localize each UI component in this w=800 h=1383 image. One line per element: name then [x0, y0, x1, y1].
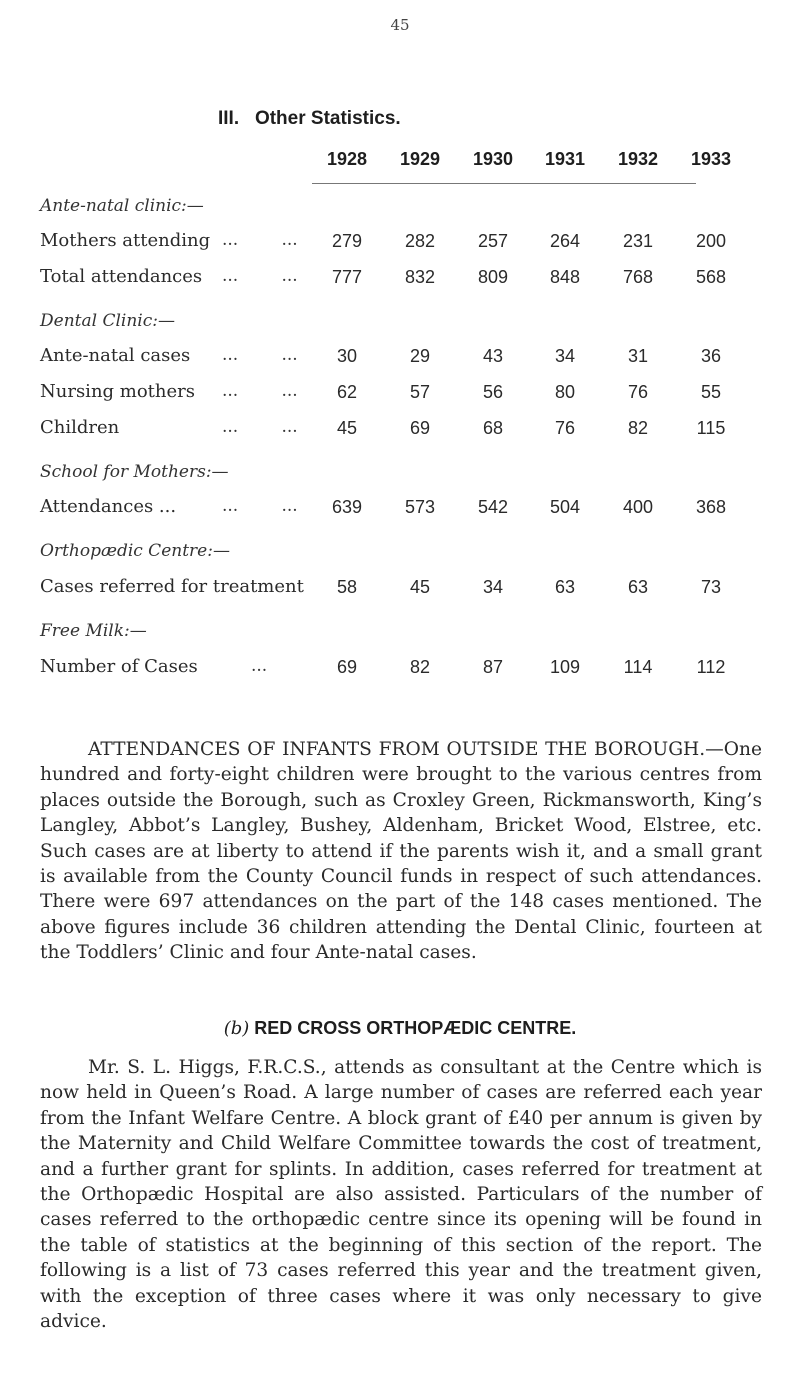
table-cell: 768 [622, 267, 654, 287]
year-header: 1929 [399, 149, 441, 169]
table-cell: 57 [409, 382, 431, 402]
table-cell: 73 [700, 577, 722, 597]
page-number: 45 [390, 16, 410, 34]
table-cell: 30 [336, 346, 358, 366]
table-cell: 200 [695, 231, 727, 251]
row-label: Children [40, 417, 120, 438]
table-cell: 109 [549, 657, 581, 677]
row-label: Nursing mothers [40, 381, 196, 402]
section-title: Orthopædic Centre:— [40, 541, 230, 561]
table-cell: 82 [627, 418, 649, 438]
table-cell: 55 [700, 382, 722, 402]
table-cell: 63 [627, 577, 649, 597]
table-cell: 29 [409, 346, 431, 366]
leader-dots: ... ... [222, 230, 298, 250]
table-cell: 82 [409, 657, 431, 677]
year-header: 1932 [617, 149, 659, 169]
table-cell: 34 [482, 577, 504, 597]
year-header: 1928 [326, 149, 368, 169]
table-cell: 777 [331, 267, 363, 287]
table-cell: 76 [627, 382, 649, 402]
table-cell: 58 [336, 577, 358, 597]
row-label: Cases referred for treatment [40, 576, 304, 597]
table-cell: 368 [695, 497, 727, 517]
table-cell: 36 [700, 346, 722, 366]
table-cell: 43 [482, 346, 504, 366]
table-cell: 809 [477, 267, 509, 287]
header-rule [312, 183, 696, 184]
year-header: 1930 [472, 149, 514, 169]
table-heading: III. Other Statistics. [218, 108, 401, 129]
table-cell: 639 [331, 497, 363, 517]
table-cell: 848 [549, 267, 581, 287]
leader-dots: ... ... [222, 496, 298, 516]
table-cell: 69 [409, 418, 431, 438]
table-cell: 69 [336, 657, 358, 677]
year-header: 1933 [690, 149, 732, 169]
leader-dots: ... ... [222, 266, 298, 286]
table-cell: 115 [696, 418, 726, 438]
table-cell: 80 [554, 382, 576, 402]
table-cell: 87 [482, 657, 504, 677]
section-subheading: (b) RED CROSS ORTHOPÆDIC CENTRE. [223, 1018, 577, 1039]
table-cell: 76 [554, 418, 576, 438]
table-cell: 31 [627, 346, 649, 366]
table-cell: 114 [623, 657, 653, 677]
table-cell: 45 [336, 418, 358, 438]
table-cell: 231 [622, 231, 654, 251]
section-title: Ante-natal clinic:— [40, 196, 204, 216]
table-cell: 573 [404, 497, 436, 517]
table-cell: 56 [482, 382, 504, 402]
leader-dots: ... [251, 656, 268, 676]
attendances-paragraph: ATTENDANCES OF INFANTS FROM OUTSIDE THE BOROUGH.—One hundred and forty-eight children were brought to the various centres from places outside the Borough, such as Croxley Green, Rickmansworth, King’s Langley, Abbot’s Langley, Bushey, Aldenham, Bricket Wood, Elstree, etc. Such cases are at liberty to attend if the parents wish it, and a small grant is available from the County Council funds in respect of such attendances. There were 697 attendances on the part of the 148 cases mentioned. The above figures include 36 children attending the Dental Clinic, fourteen at the Toddlers’ Clinic and four Ante-natal cases. [40, 739, 762, 964]
section-title: School for Mothers:— [40, 462, 229, 482]
table-cell: 68 [482, 418, 504, 438]
orthopaedic-paragraph: Mr. S. L. Higgs, F.R.C.S., attends as consultant at the Centre which is now held in Queen’s Road. A large number of cases are referred each year from the Infant Welfare Centre. A block grant of £40 per annum is given by the Maternity and Child Welfare Committee towards the cost of treatment, and a further grant for splints. In addition, cases referred for treatment at the Orthopædic Hospital are also assisted. Particulars of the number of cases referred to the orthopædic centre since its opening will be found in the table of statistics at the beginning of this section of the report. The following is a list of 73 cases referred this year and the treatment given, with the exception of three cases where it was only necessary to give advice. [40, 1057, 762, 1333]
table-cell: 34 [554, 346, 576, 366]
row-label: Mothers attending [40, 230, 211, 251]
row-label: Total attendances [40, 266, 203, 287]
table-cell: 400 [622, 497, 654, 517]
table-cell: 279 [331, 231, 363, 251]
table-cell: 504 [549, 497, 581, 517]
table-cell: 568 [695, 267, 727, 287]
table-cell: 62 [336, 382, 358, 402]
table-cell: 264 [549, 231, 581, 251]
section-title: Dental Clinic:— [40, 311, 175, 331]
table-cell: 257 [477, 231, 509, 251]
row-label: Attendances ... [40, 496, 177, 517]
table-cell: 282 [404, 231, 436, 251]
leader-dots: ... ... [222, 345, 298, 365]
table-cell: 45 [409, 577, 431, 597]
table-cell: 832 [404, 267, 436, 287]
table-cell: 112 [696, 657, 726, 677]
section-title: Free Milk:— [40, 621, 147, 641]
row-label: Ante-natal cases [40, 345, 191, 366]
leader-dots: ... ... [222, 381, 298, 401]
row-label: Number of Cases [40, 656, 198, 677]
table-cell: 542 [477, 497, 509, 517]
leader-dots: ... ... [222, 417, 298, 437]
table-cell: 63 [554, 577, 576, 597]
year-header: 1931 [544, 149, 586, 169]
